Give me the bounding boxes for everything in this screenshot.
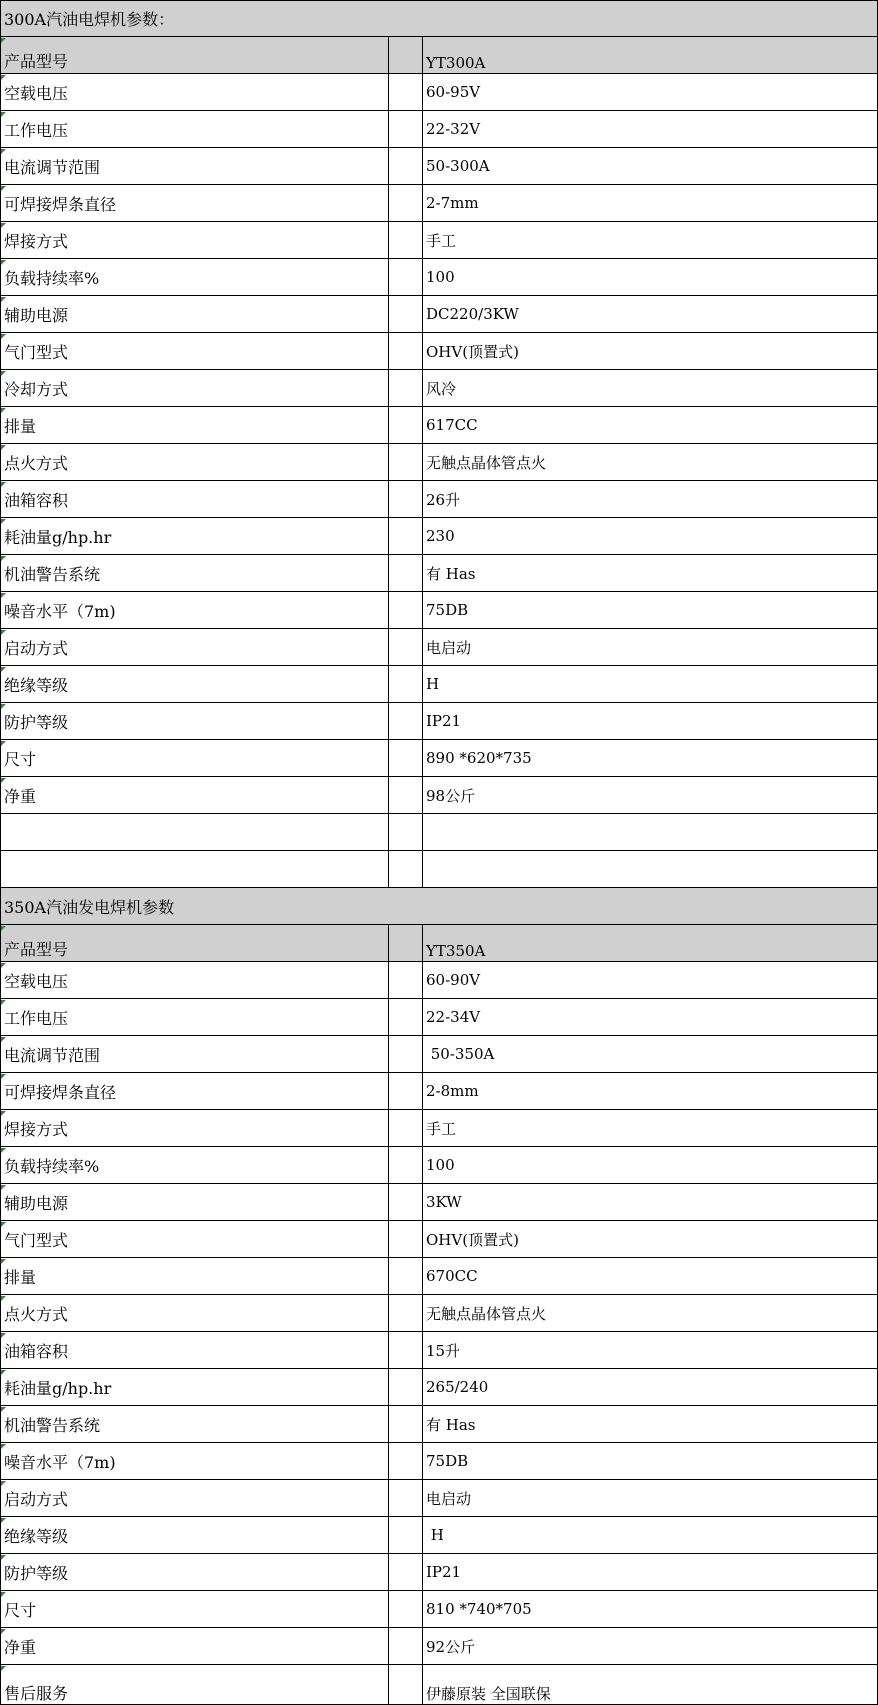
spec-value: 26升: [422, 481, 878, 517]
spec-label: 防护等级: [0, 703, 388, 739]
spec-label: 可焊接焊条直径: [0, 1073, 388, 1109]
spec-value: 75DB: [422, 592, 878, 628]
spec-row: [0, 666, 878, 703]
spec-value: 670CC: [422, 1258, 878, 1294]
spec-row: [0, 851, 878, 888]
spec-row: [0, 777, 878, 814]
spacer-cell: [388, 1554, 422, 1590]
spec-row: [0, 1147, 878, 1184]
spec-value: 60-90V: [422, 962, 878, 998]
spacer-cell: [388, 259, 422, 295]
spec-label: 焊接方式: [0, 1110, 388, 1146]
spacer-cell: [388, 1369, 422, 1405]
spec-row: [0, 1036, 878, 1073]
spacer-cell: [388, 925, 422, 961]
spec-label: 绝缘等级: [0, 1517, 388, 1553]
spec-row: [0, 1406, 878, 1443]
spec-label: 电流调节范围: [0, 1036, 388, 1072]
spec-label: 启动方式: [0, 1480, 388, 1516]
spec-value: 无触点晶体管点火: [422, 1295, 878, 1331]
spec-label: 辅助电源: [0, 296, 388, 332]
spec-value: 电启动: [422, 1480, 878, 1516]
spec-label: 油箱容积: [0, 481, 388, 517]
spec-row: [0, 444, 878, 481]
section-title-row: [0, 0, 878, 37]
spacer-cell: [388, 555, 422, 591]
spec-row: [0, 185, 878, 222]
spacer-cell: [388, 296, 422, 332]
spacer-cell: [388, 148, 422, 184]
spacer-cell: [388, 370, 422, 406]
spacer-cell: [388, 740, 422, 776]
spec-value: 100: [422, 259, 878, 295]
spec-label: 焊接方式: [0, 222, 388, 258]
spacer-cell: [388, 1221, 422, 1257]
spec-row: [0, 148, 878, 185]
spec-label: 噪音水平（7m): [0, 592, 388, 628]
spec-value: YT350A: [422, 925, 878, 961]
spec-label: 电流调节范围: [0, 148, 388, 184]
spec-value: OHV(顶置式): [422, 333, 878, 369]
spacer-cell: [388, 185, 422, 221]
spec-row: [0, 1332, 878, 1369]
spec-value: 2-7mm: [422, 185, 878, 221]
spec-label: 辅助电源: [0, 1184, 388, 1220]
spec-row: [0, 999, 878, 1036]
spacer-cell: [388, 222, 422, 258]
spec-row: [0, 1369, 878, 1406]
spec-value: 50-300A: [422, 148, 878, 184]
spec-row: [0, 1221, 878, 1258]
spec-value: H: [422, 1517, 878, 1553]
spec-row: [0, 1480, 878, 1517]
spacer-cell: [388, 407, 422, 443]
section-title: 350A汽油发电焊机参数: [0, 888, 878, 924]
spacer-cell: [388, 481, 422, 517]
spec-label: 耗油量g/hp.hr: [0, 1369, 388, 1405]
spec-value: 92公斤: [422, 1628, 878, 1664]
spec-label: 耗油量g/hp.hr: [0, 518, 388, 554]
spec-value: 风冷: [422, 370, 878, 406]
spec-label: 机油警告系统: [0, 555, 388, 591]
spec-label: 工作电压: [0, 111, 388, 147]
spec-label: 空载电压: [0, 74, 388, 110]
spec-label: 启动方式: [0, 629, 388, 665]
spec-label: 负载持续率%: [0, 1147, 388, 1183]
spec-value: 手工: [422, 222, 878, 258]
spec-value: 电启动: [422, 629, 878, 665]
spec-row: [0, 1184, 878, 1221]
spec-row: [0, 370, 878, 407]
spec-value: 75DB: [422, 1443, 878, 1479]
spec-value: H: [422, 666, 878, 702]
spacer-cell: [388, 1110, 422, 1146]
spec-value: IP21: [422, 1554, 878, 1590]
spec-label: 尺寸: [0, 1591, 388, 1627]
spec-label: 尺寸: [0, 740, 388, 776]
spacer-cell: [388, 1443, 422, 1479]
spec-value: 60-95V: [422, 74, 878, 110]
spec-row: [0, 1517, 878, 1554]
spec-label: 气门型式: [0, 1221, 388, 1257]
spec-row: [0, 111, 878, 148]
spec-label: 净重: [0, 777, 388, 813]
section-title-row: [0, 888, 878, 925]
spacer-cell: [388, 1406, 422, 1442]
spec-row: [0, 1110, 878, 1147]
spec-label: 排量: [0, 1258, 388, 1294]
spec-label: 防护等级: [0, 1554, 388, 1590]
spec-value: [422, 814, 878, 850]
spec-row: [0, 1295, 878, 1332]
spacer-cell: [388, 1480, 422, 1516]
spec-row: [0, 962, 878, 999]
spacer-cell: [388, 333, 422, 369]
spec-row: [0, 555, 878, 592]
spec-row: [0, 1665, 878, 1705]
spec-label: 机油警告系统: [0, 1406, 388, 1442]
spec-row: [0, 74, 878, 111]
spacer-cell: [388, 1665, 422, 1704]
spec-value: 手工: [422, 1110, 878, 1146]
spacer-cell: [388, 814, 422, 850]
spec-row: [0, 518, 878, 555]
spec-value: OHV(顶置式): [422, 1221, 878, 1257]
spec-row: [0, 629, 878, 666]
section-title: 300A汽油电焊机参数：: [0, 1, 878, 36]
spec-value: 265/240: [422, 1369, 878, 1405]
spec-label: 产品型号: [0, 37, 388, 73]
spec-value: 22-34V: [422, 999, 878, 1035]
spec-value: 有 Has: [422, 555, 878, 591]
spacer-cell: [388, 1332, 422, 1368]
spec-label: 气门型式: [0, 333, 388, 369]
spec-value: 15升: [422, 1332, 878, 1368]
spec-value: 50-350A: [422, 1036, 878, 1072]
spacer-cell: [388, 518, 422, 554]
spacer-cell: [388, 1258, 422, 1294]
spec-row: [0, 296, 878, 333]
spec-value: 98公斤: [422, 777, 878, 813]
spec-row: [0, 1073, 878, 1110]
spec-label: [0, 814, 388, 850]
spec-label: 负载持续率%: [0, 259, 388, 295]
spec-label: 噪音水平（7m): [0, 1443, 388, 1479]
spacer-cell: [388, 592, 422, 628]
spec-value: 230: [422, 518, 878, 554]
spec-value: 890 *620*735: [422, 740, 878, 776]
spacer-cell: [388, 629, 422, 665]
spec-value: IP21: [422, 703, 878, 739]
spec-row: [0, 592, 878, 629]
spec-label: [0, 851, 388, 887]
spacer-cell: [388, 444, 422, 480]
spacer-cell: [388, 111, 422, 147]
spec-value: 2-8mm: [422, 1073, 878, 1109]
spec-value: DC220/3KW: [422, 296, 878, 332]
spec-row: [0, 481, 878, 518]
spec-value: 3KW: [422, 1184, 878, 1220]
spacer-cell: [388, 1147, 422, 1183]
spec-label: 点火方式: [0, 444, 388, 480]
spec-label: 油箱容积: [0, 1332, 388, 1368]
spec-row: [0, 333, 878, 370]
model-header-row: [0, 925, 878, 962]
spec-label: 工作电压: [0, 999, 388, 1035]
spec-value: 无触点晶体管点火: [422, 444, 878, 480]
spec-value: 100: [422, 1147, 878, 1183]
spacer-cell: [388, 1591, 422, 1627]
spacer-cell: [388, 962, 422, 998]
spacer-cell: [388, 999, 422, 1035]
spacer-cell: [388, 851, 422, 887]
spec-row: [0, 259, 878, 296]
spec-value: [422, 851, 878, 887]
spacer-cell: [388, 1295, 422, 1331]
spec-row: [0, 407, 878, 444]
spec-row: [0, 1258, 878, 1295]
spacer-cell: [388, 777, 422, 813]
spec-value: 810 *740*705: [422, 1591, 878, 1627]
spec-value: 有 Has: [422, 1406, 878, 1442]
spec-row: [0, 1628, 878, 1665]
spec-label: 空载电压: [0, 962, 388, 998]
spec-row: [0, 1591, 878, 1628]
spacer-cell: [388, 1073, 422, 1109]
spacer-cell: [388, 74, 422, 110]
spec-label: 绝缘等级: [0, 666, 388, 702]
spacer-cell: [388, 1184, 422, 1220]
spec-label: 产品型号: [0, 925, 388, 961]
spec-value: 617CC: [422, 407, 878, 443]
spec-label: 可焊接焊条直径: [0, 185, 388, 221]
spec-row: [0, 703, 878, 740]
spec-label: 冷却方式: [0, 370, 388, 406]
spacer-cell: [388, 37, 422, 73]
spec-row: [0, 814, 878, 851]
spec-label: 排量: [0, 407, 388, 443]
spacer-cell: [388, 703, 422, 739]
spec-value: 伊藤原装 全国联保: [422, 1665, 878, 1704]
spec-row: [0, 1554, 878, 1591]
spec-label: 净重: [0, 1628, 388, 1664]
spec-row: [0, 740, 878, 777]
spec-label: 点火方式: [0, 1295, 388, 1331]
model-header-row: [0, 37, 878, 74]
spec-row: [0, 1443, 878, 1480]
spacer-cell: [388, 1036, 422, 1072]
spec-label: 售后服务: [0, 1665, 388, 1704]
spec-row: [0, 222, 878, 259]
spec-value: 22-32V: [422, 111, 878, 147]
spacer-cell: [388, 666, 422, 702]
spacer-cell: [388, 1628, 422, 1664]
spacer-cell: [388, 1517, 422, 1553]
spec-value: YT300A: [422, 37, 878, 73]
